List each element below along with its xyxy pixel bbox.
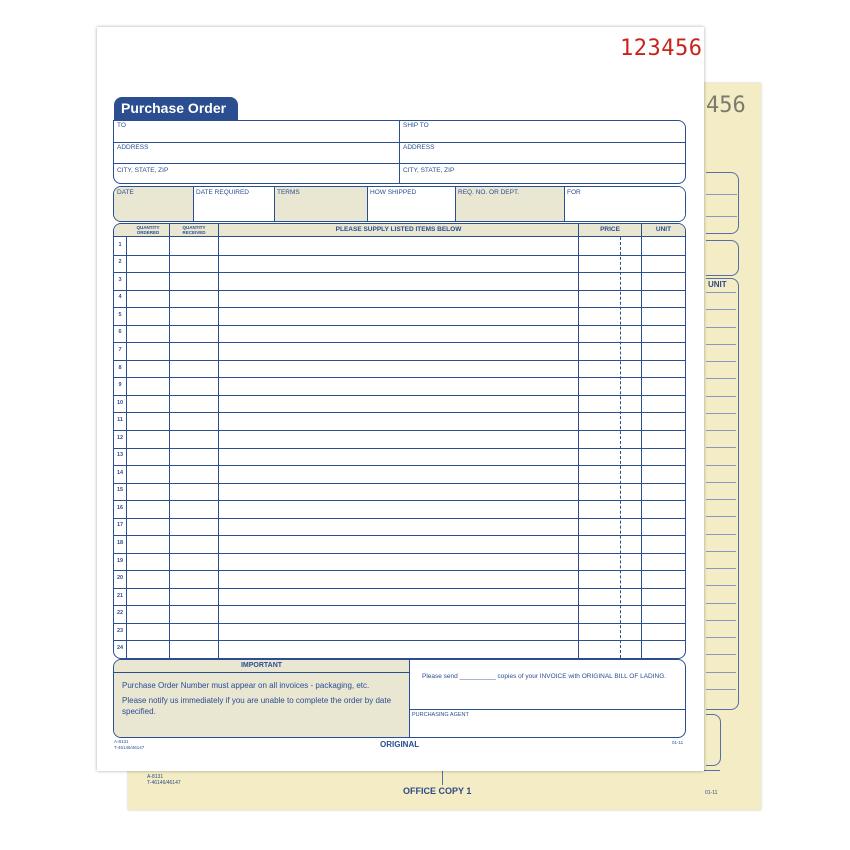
item-row-line <box>114 535 685 536</box>
ship-city-state-zip-label: CITY, STATE, ZIP <box>403 167 455 174</box>
back-row-line <box>706 534 736 535</box>
back-row-line <box>706 378 736 379</box>
row-number: 1 <box>118 242 122 248</box>
back-row-line <box>706 344 736 345</box>
qty-ordered-header <box>127 225 169 235</box>
row-number: 7 <box>118 347 122 353</box>
row-number: 21 <box>116 593 124 599</box>
item-row-line <box>114 640 685 641</box>
row-number: 13 <box>116 452 124 458</box>
address-label: ADDRESS <box>117 144 149 151</box>
item-row-line <box>114 430 685 431</box>
item-row-line <box>114 307 685 308</box>
form-code <box>114 739 144 751</box>
item-row-line <box>114 290 685 291</box>
date-required-label: DATE REQUIRED <box>196 189 249 196</box>
back-row-line <box>706 396 736 397</box>
back-row-line <box>706 413 736 414</box>
back-footer-box <box>706 714 721 766</box>
item-row-line <box>114 412 685 413</box>
address-vertical-divider <box>399 121 400 183</box>
items-table <box>113 223 686 659</box>
important-vertical-divider <box>409 660 410 737</box>
back-code-line-1: A-8131 <box>147 774 164 780</box>
qty-received-header-line-1: QUANTITY <box>182 225 206 230</box>
back-row-line <box>706 361 736 362</box>
back-address-line <box>706 194 737 195</box>
item-row-line <box>114 483 685 484</box>
back-row-line <box>706 482 736 483</box>
original-copy-label: ORIGINAL <box>380 740 420 749</box>
row-number: 22 <box>116 610 124 616</box>
po-number: 123456 <box>620 36 703 61</box>
back-row-line <box>706 292 736 293</box>
terms-label: TERMS <box>277 189 300 196</box>
agent-divider <box>410 709 685 710</box>
item-row-line <box>114 465 685 466</box>
for-label: FOR <box>567 189 581 196</box>
item-row-line <box>114 272 685 273</box>
back-code-line-2: T-46146/46147 <box>147 780 181 786</box>
row-number: 3 <box>118 277 122 283</box>
form-date-code: 01-11 <box>672 740 684 745</box>
back-row-line <box>706 447 736 448</box>
item-row-line <box>114 623 685 624</box>
ship-address-label: ADDRESS <box>403 144 435 151</box>
row-number: 10 <box>116 400 124 406</box>
row-number: 5 <box>118 312 122 318</box>
info-divider-5 <box>564 187 565 221</box>
back-row-line <box>706 585 736 586</box>
form-code-line-1: A-8131 <box>114 739 129 744</box>
row-number: 16 <box>116 505 124 511</box>
row-number: 12 <box>116 435 124 441</box>
important-heading-divider <box>114 672 409 673</box>
item-row-line <box>114 448 685 449</box>
back-row-line <box>706 465 736 466</box>
back-row-line <box>706 327 736 328</box>
item-row-line <box>114 255 685 256</box>
qty-ordered-header-line-1: QUANTITY <box>136 225 160 230</box>
row-number: 6 <box>118 329 122 335</box>
important-line-2: Please notify us immediately if you are unable to complete the order by date specified. <box>122 696 392 716</box>
back-info-box <box>706 240 739 276</box>
qty-received-header-line-2: RECEIVED <box>182 230 206 235</box>
back-row-line <box>706 568 736 569</box>
back-row-line <box>706 603 736 604</box>
item-row-line <box>114 377 685 378</box>
row-number: 24 <box>116 645 124 651</box>
qty-ordered-header-line-2: ORDERED <box>136 230 160 235</box>
unit-header: UNIT <box>655 226 672 233</box>
back-form-number: 456 <box>706 93 746 118</box>
info-divider-3 <box>367 187 368 221</box>
price-header: PRICE <box>600 226 620 233</box>
row-number: 15 <box>116 487 124 493</box>
ship-to-label: SHIP TO <box>403 122 429 129</box>
back-row-line <box>706 689 736 690</box>
back-items-box <box>706 278 739 710</box>
info-divider-4 <box>455 187 456 221</box>
row-number: 17 <box>116 522 124 528</box>
important-line-1: Purchase Order Number must appear on all invoices - packaging, etc. <box>122 681 370 690</box>
back-row-line <box>706 654 736 655</box>
back-row-line <box>706 309 736 310</box>
row-number: 19 <box>116 558 124 564</box>
back-date-code: 01-11 <box>705 790 718 796</box>
row-number: 8 <box>118 365 122 371</box>
how-shipped-label: HOW SHIPPED <box>370 189 417 196</box>
item-row-line <box>114 570 685 571</box>
item-row-line <box>114 588 685 589</box>
back-unit-header: UNIT <box>708 280 727 289</box>
row-number: 4 <box>118 294 122 300</box>
form-title: Purchase Order <box>114 97 238 120</box>
row-number: 20 <box>116 575 124 581</box>
back-form-code <box>147 774 181 786</box>
back-row-line <box>706 499 736 500</box>
info-divider-1 <box>193 187 194 221</box>
form-code-line-2: T-46146/46147 <box>114 745 145 750</box>
row-number: 9 <box>118 382 122 388</box>
important-heading: IMPORTANT <box>240 662 283 669</box>
row-number: 2 <box>118 259 122 265</box>
back-row-line <box>706 620 736 621</box>
city-state-zip-label: CITY, STATE, ZIP <box>117 167 169 174</box>
item-row-line <box>114 553 685 554</box>
item-row-line <box>114 342 685 343</box>
back-row-line <box>706 516 736 517</box>
item-row-line <box>114 605 685 606</box>
qty-received-header <box>170 225 218 235</box>
row-number: 23 <box>116 628 124 634</box>
back-row-line <box>706 672 736 673</box>
back-row-line <box>706 430 736 431</box>
purchasing-agent-label: PURCHASING AGENT <box>412 712 469 718</box>
send-invoice-text: Please send __________ copies of your INVOICE with ORIGINAL BILL OF LADING. <box>422 673 667 680</box>
info-divider-2 <box>274 187 275 221</box>
date-label: DATE <box>117 189 134 196</box>
row-number: 11 <box>117 417 123 423</box>
item-row-line <box>114 360 685 361</box>
back-row-line <box>706 637 736 638</box>
item-row-line <box>114 325 685 326</box>
req-no-label: REQ. NO. OR DEPT. <box>458 189 520 196</box>
item-row-line <box>114 500 685 501</box>
items-description-header: PLEASE SUPPLY LISTED ITEMS BELOW <box>335 226 462 233</box>
to-label: TO <box>117 122 126 129</box>
items-header-divider <box>114 236 685 237</box>
back-address-box <box>706 172 739 234</box>
back-address-line <box>706 216 737 217</box>
row-number: 18 <box>116 540 124 546</box>
item-row-line <box>114 395 685 396</box>
back-copy-label: OFFICE COPY 1 <box>403 786 472 796</box>
row-number: 14 <box>116 470 124 476</box>
item-row-line <box>114 518 685 519</box>
back-divider <box>442 771 443 785</box>
back-row-line <box>706 551 736 552</box>
